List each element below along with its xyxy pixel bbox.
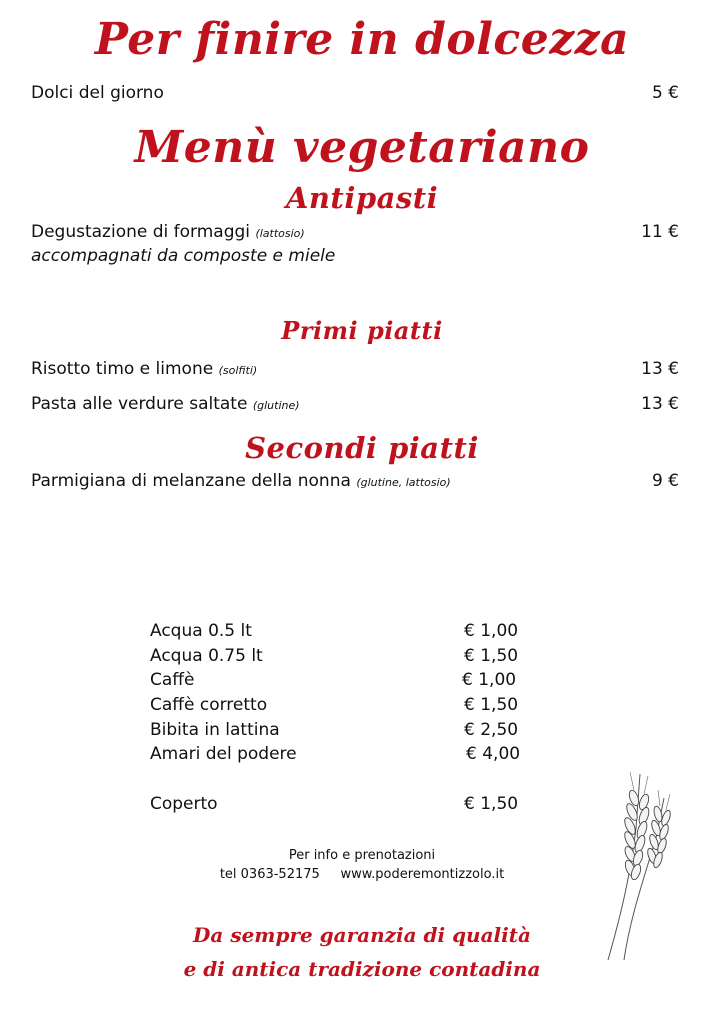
drink-price: € 1,00: [464, 621, 519, 641]
item-price: 9 €: [651, 471, 679, 491]
cover-name: Coperto: [150, 793, 218, 814]
section-secondi: Secondi piatti: [245, 431, 479, 465]
section-antipasti: Antipasti: [285, 181, 439, 215]
menu-item-risotto: [31, 359, 679, 381]
item-name: Risotto timo e limone: [31, 359, 214, 379]
drink-price: € 1,50: [464, 695, 519, 716]
item-price: 13 €: [641, 394, 679, 414]
item-description: accompagnati da composte e miele: [31, 246, 336, 266]
drink-name: Bibita in lattina: [150, 719, 280, 740]
item-name: Pasta alle verdure saltate: [31, 394, 248, 414]
menu-item-formaggi: [31, 222, 679, 244]
menu-item-parmigiana: [31, 471, 679, 493]
allergen-note: (glutine, lattosio): [356, 476, 451, 489]
drink-name: Caffè corretto: [150, 695, 268, 716]
drink-name: Caffè: [150, 670, 195, 691]
drink-price: € 4,00: [466, 744, 521, 765]
drink-price: € 1,00: [462, 670, 517, 691]
drink-name: Amari del podere: [150, 744, 297, 765]
vegetarian-title: Menù vegetariano: [134, 122, 590, 173]
wheat-icon: [600, 768, 672, 964]
drink-row: [150, 644, 530, 669]
slogan-line-2: e di antica tradizione contadina: [183, 957, 541, 981]
drink-row: [150, 668, 530, 693]
cover-price: € 1,50: [464, 793, 519, 814]
item-price: 5 €: [651, 83, 679, 103]
allergen-note: (solfiti): [218, 364, 258, 377]
item-price: 11 €: [641, 222, 679, 242]
allergen-note: (lattosio): [255, 227, 305, 240]
drink-row: [150, 619, 530, 644]
cover-charge-row: [150, 792, 530, 817]
drink-price: € 2,50: [464, 719, 519, 740]
section-primi: Primi piatti: [281, 316, 443, 345]
menu-item-pasta: [31, 394, 679, 416]
drinks-list: [150, 619, 530, 817]
drink-name: Acqua 0.75 lt: [150, 645, 263, 666]
info-heading: Per info e prenotazioni: [288, 848, 436, 863]
dessert-title: Per finire in dolcezza: [94, 14, 630, 65]
drink-row: [150, 693, 530, 718]
item-name: Parmigiana di melanzane della nonna: [31, 471, 351, 491]
menu-item-dolci: [31, 83, 679, 103]
drink-row: [150, 718, 530, 743]
allergen-note: (glutine): [252, 399, 300, 412]
item-name: Dolci del giorno: [31, 83, 164, 103]
drink-price: € 1,50: [464, 645, 519, 666]
item-price: 13 €: [641, 359, 679, 379]
drink-name: Acqua 0.5 lt: [150, 621, 252, 641]
slogan-line-1: Da sempre garanzia di qualità: [193, 923, 531, 947]
drink-row: [150, 742, 530, 767]
item-name: Degustazione di formaggi: [31, 222, 251, 242]
phone-number: tel 0363-52175: [219, 867, 320, 882]
website-link[interactable]: www.poderemontizzolo.it: [340, 867, 505, 882]
